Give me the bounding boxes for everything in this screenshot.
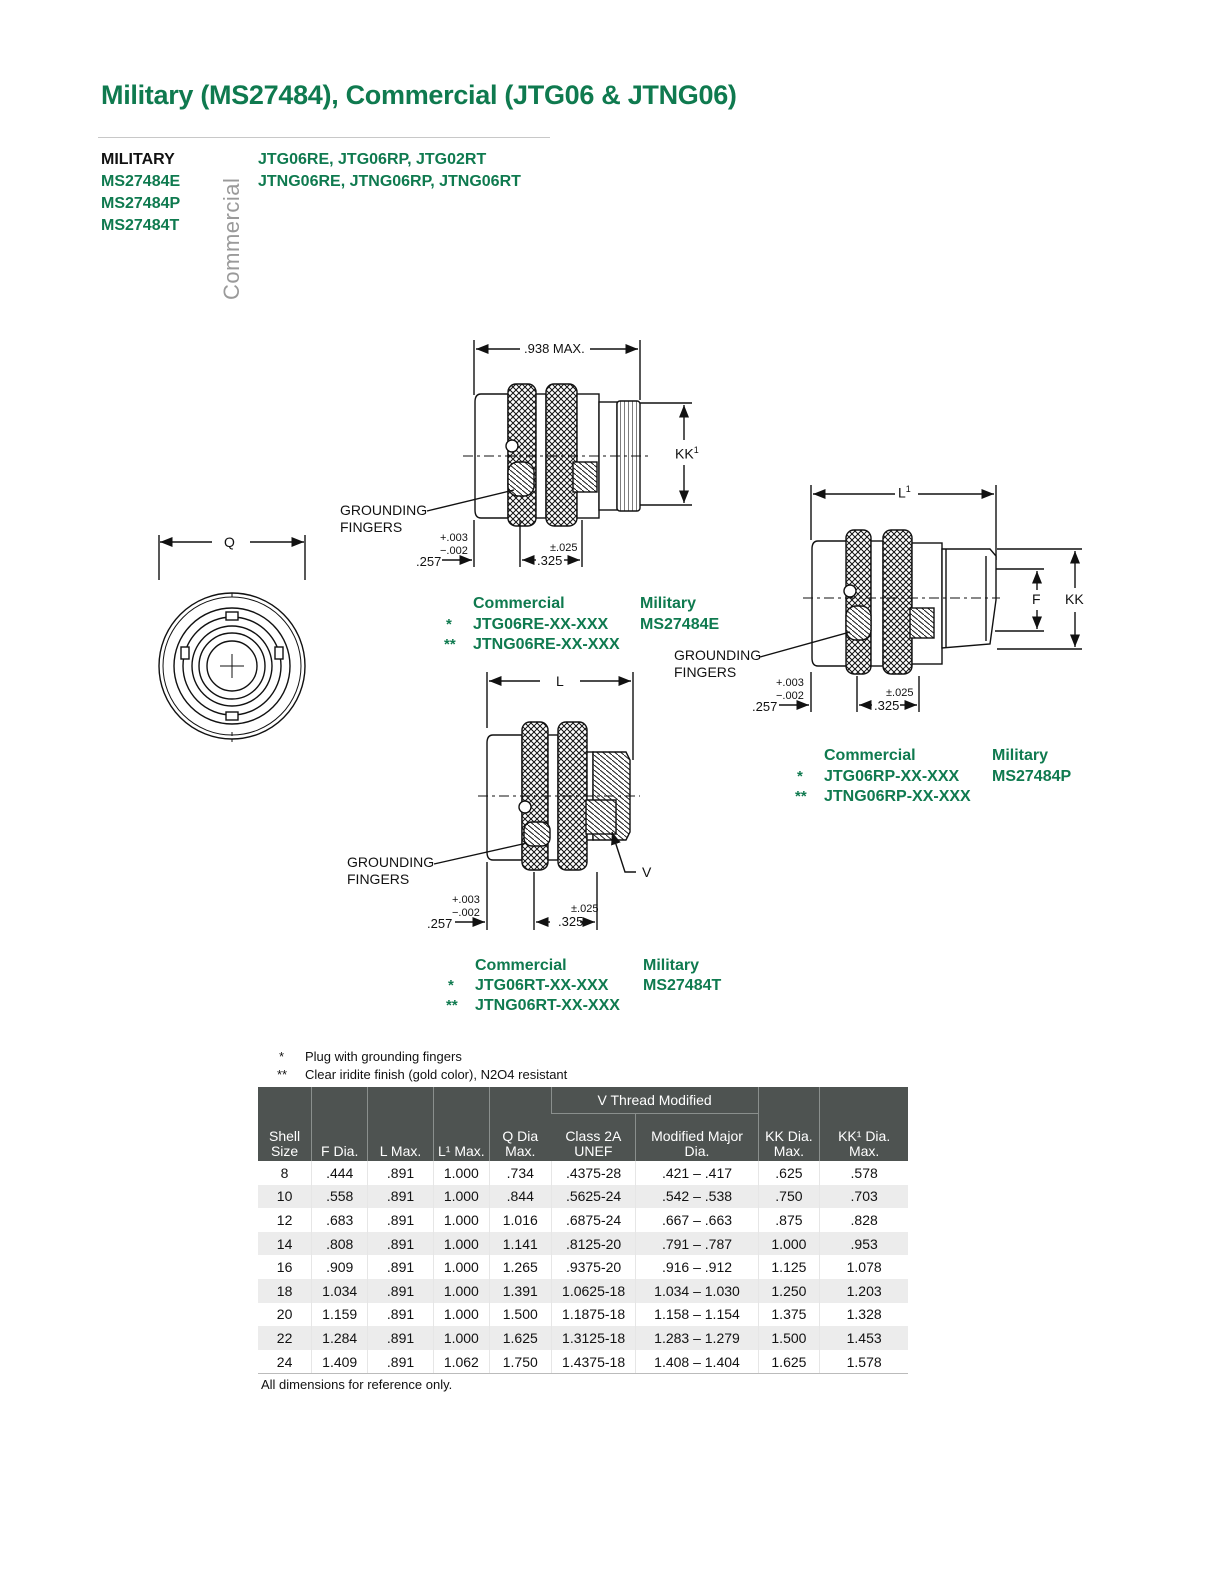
table-cell: .891: [368, 1208, 434, 1232]
col-l: L Max.: [368, 1087, 434, 1161]
rt-dim-257: .257: [427, 916, 453, 931]
front-view: [159, 535, 305, 742]
commercial-item: JTG06RE, JTG06RP, JTG02RT: [258, 151, 487, 168]
table-cell: 1.034: [312, 1279, 368, 1303]
rt-l-label: L: [556, 673, 564, 689]
rt-star2: **: [446, 997, 458, 1014]
rp-military-label: Military: [992, 747, 1049, 764]
page-title: Military (MS27484), Commercial (JTG06 & JTNG06): [101, 80, 737, 110]
table-cell: 1.265: [489, 1255, 551, 1279]
table-cell: .891: [368, 1161, 434, 1185]
commercial-item: JTNG06RE, JTNG06RP, JTNG06RT: [258, 173, 521, 190]
rt-tol-025: ±.025: [571, 903, 599, 915]
rp-mil-pn: MS27484P: [992, 768, 1072, 785]
table-row: [258, 1303, 908, 1327]
table-cell: .875: [758, 1208, 820, 1232]
col-group-v-thread: V Thread Modified: [551, 1087, 758, 1114]
table-cell: 12: [258, 1208, 312, 1232]
rt-fingers-label: FINGERS: [347, 871, 410, 887]
table-cell: 1.125: [758, 1255, 820, 1279]
rt-pn2: JTNG06RT-XX-XXX: [475, 997, 620, 1014]
military-label: MILITARY: [101, 151, 175, 168]
table-cell: 1.250: [758, 1279, 820, 1303]
col-modmajor: Modified Major Dia.: [636, 1114, 758, 1162]
table-cell: 1.409: [312, 1350, 368, 1374]
note-mark: **: [277, 1067, 288, 1082]
table-row: [258, 1232, 908, 1256]
table-cell: 1.391: [489, 1279, 551, 1303]
table-cell: .909: [312, 1255, 368, 1279]
table-cell: .891: [368, 1303, 434, 1327]
re-tol-minus: −.002: [440, 545, 468, 557]
commercial-vertical-label: Commercial: [219, 177, 244, 300]
table-cell: .891: [368, 1255, 434, 1279]
re-fingers-label: FINGERS: [340, 519, 403, 535]
table-cell: .891: [368, 1185, 434, 1209]
note-mark: *: [279, 1049, 285, 1064]
rp-pn1: JTG06RP-XX-XXX: [824, 768, 960, 785]
table-row: [258, 1161, 908, 1185]
table-cell: 1.453: [820, 1326, 908, 1350]
table-cell: .891: [368, 1232, 434, 1256]
table-cell: 1.284: [312, 1326, 368, 1350]
table-cell: 1.750: [489, 1350, 551, 1374]
table-cell: .828: [820, 1208, 908, 1232]
table-cell: 1.141: [489, 1232, 551, 1256]
table-cell: 1.283 – 1.279: [636, 1326, 758, 1350]
table-cell: .558: [312, 1185, 368, 1209]
military-item: MS27484P: [101, 195, 181, 212]
table-row: [258, 1185, 908, 1209]
rp-tol-minus: −.002: [776, 690, 804, 702]
table-cell: 1.078: [820, 1255, 908, 1279]
re-pn2: JTNG06RE-XX-XXX: [473, 636, 620, 653]
rt-tol-plus: +.003: [452, 894, 480, 906]
table-cell: 8: [258, 1161, 312, 1185]
table-cell: .542 – .538: [636, 1185, 758, 1209]
rt-grounding-label: GROUNDING: [347, 854, 435, 870]
table-row: [258, 1255, 908, 1279]
table-row: [258, 1208, 908, 1232]
rp-tol-plus: +.003: [776, 677, 804, 689]
col-f: F Dia.: [312, 1087, 368, 1161]
table-cell: .8125-20: [551, 1232, 636, 1256]
table-cell: 1.000: [758, 1232, 820, 1256]
table-cell: 1.000: [433, 1208, 489, 1232]
table-cell: 1.4375-18: [551, 1350, 636, 1374]
table-cell: 1.000: [433, 1279, 489, 1303]
table-cell: .5625-24: [551, 1185, 636, 1209]
table-cell: 1.062: [433, 1350, 489, 1374]
table-cell: 1.000: [433, 1185, 489, 1209]
table-cell: .703: [820, 1185, 908, 1209]
table-cell: 1.500: [758, 1326, 820, 1350]
table-cell: .9375-20: [551, 1255, 636, 1279]
table-cell: .791 – .787: [636, 1232, 758, 1256]
re-pn1: JTG06RE-XX-XXX: [473, 616, 609, 633]
table-cell: 14: [258, 1232, 312, 1256]
re-dim-257: .257: [416, 554, 442, 569]
table-cell: 10: [258, 1185, 312, 1209]
rp-commercial-label: Commercial: [824, 747, 916, 764]
table-cell: 1.000: [433, 1232, 489, 1256]
col-class2a: Class 2A UNEF: [551, 1114, 636, 1162]
rp-kk-label: KK: [1065, 591, 1084, 607]
table-cell: .891: [368, 1350, 434, 1374]
re-kk-label: $KK^1$: [675, 445, 699, 462]
re-grounding-label: GROUNDING: [340, 502, 428, 518]
col-shell: Shell Size: [258, 1087, 312, 1161]
re-commercial-label: Commercial: [473, 595, 565, 612]
col-q: Q Dia Max.: [489, 1087, 551, 1161]
table-cell: 1.328: [820, 1303, 908, 1327]
dimension-table: [258, 1087, 908, 1374]
rp-grounding-label: GROUNDING: [674, 647, 762, 663]
table-cell: .578: [820, 1161, 908, 1185]
table-cell: 1.203: [820, 1279, 908, 1303]
table-cell: 1.000: [433, 1161, 489, 1185]
table-cell: 1.625: [758, 1350, 820, 1374]
military-item: MS27484E: [101, 173, 181, 190]
re-star1: *: [446, 616, 452, 633]
table-cell: .891: [368, 1279, 434, 1303]
table-cell: 18: [258, 1279, 312, 1303]
table-cell: 24: [258, 1350, 312, 1374]
rt-tol-minus: −.002: [452, 907, 480, 919]
rp-dim-325: .325: [874, 698, 900, 713]
table-cell: 1.158 – 1.154: [636, 1303, 758, 1327]
footnote: All dimensions for reference only.: [261, 1377, 453, 1392]
table-cell: 1.375: [758, 1303, 820, 1327]
table-cell: 1.000: [433, 1255, 489, 1279]
table-cell: .6875-24: [551, 1208, 636, 1232]
table-cell: .667 – .663: [636, 1208, 758, 1232]
table-cell: 1.000: [433, 1326, 489, 1350]
rt-drawing: [434, 672, 640, 930]
table-cell: .4375-28: [551, 1161, 636, 1185]
table-row: [258, 1279, 908, 1303]
re-star2: **: [444, 636, 456, 653]
table-cell: .421 – .417: [636, 1161, 758, 1185]
re-overall-dim: .938 MAX.: [524, 341, 585, 356]
table-cell: .750: [758, 1185, 820, 1209]
rt-dim-325: .325: [558, 914, 584, 929]
rp-dim-257: .257: [752, 699, 778, 714]
table-cell: .625: [758, 1161, 820, 1185]
rp-fingers-label: FINGERS: [674, 664, 737, 680]
re-military-label: Military: [640, 595, 697, 612]
table-row: [258, 1350, 908, 1374]
rt-pn1: JTG06RT-XX-XXX: [475, 977, 609, 994]
table-cell: .916 – .912: [636, 1255, 758, 1279]
table-cell: 1.500: [489, 1303, 551, 1327]
table-cell: 1.034 – 1.030: [636, 1279, 758, 1303]
table-cell: .683: [312, 1208, 368, 1232]
table-cell: .734: [489, 1161, 551, 1185]
table-body: [258, 1161, 908, 1374]
table-cell: 1.000: [433, 1303, 489, 1327]
note-text: Clear iridite finish (gold color), N2O4 resistant: [305, 1067, 568, 1082]
rt-military-label: Military: [643, 957, 700, 974]
re-tol-plus: +.003: [440, 532, 468, 544]
table-cell: 1.0625-18: [551, 1279, 636, 1303]
rp-star2: **: [795, 788, 807, 805]
re-tol-025: ±.025: [550, 542, 578, 554]
table-cell: 1.016: [489, 1208, 551, 1232]
col-kk1: KK¹ Dia. Max.: [820, 1087, 908, 1161]
table-cell: 22: [258, 1326, 312, 1350]
military-item: MS27484T: [101, 217, 180, 234]
rp-l-label: $L^1$: [898, 484, 911, 501]
note-text: Plug with grounding fingers: [305, 1049, 462, 1064]
table-cell: 1.1875-18: [551, 1303, 636, 1327]
rp-pn2: JTNG06RP-XX-XXX: [824, 788, 971, 805]
rp-star1: *: [797, 768, 803, 785]
table-cell: 16: [258, 1255, 312, 1279]
table-cell: 1.408 – 1.404: [636, 1350, 758, 1374]
table-cell: 1.578: [820, 1350, 908, 1374]
rp-f-label: F: [1032, 591, 1041, 607]
re-mil-pn: MS27484E: [640, 616, 720, 633]
rt-star1: *: [448, 977, 454, 994]
col-kk: KK Dia. Max.: [758, 1087, 820, 1161]
rt-commercial-label: Commercial: [475, 957, 567, 974]
rp-tol-025: ±.025: [886, 687, 914, 699]
dim-q-label: Q: [224, 534, 235, 550]
re-dim-325: .325: [537, 553, 563, 568]
table-row: [258, 1326, 908, 1350]
table-cell: .844: [489, 1185, 551, 1209]
table-cell: .444: [312, 1161, 368, 1185]
rt-mil-pn: MS27484T: [643, 977, 722, 994]
table-cell: 20: [258, 1303, 312, 1327]
table-cell: 1.625: [489, 1326, 551, 1350]
table-cell: .891: [368, 1326, 434, 1350]
table-cell: 1.3125-18: [551, 1326, 636, 1350]
rt-v-label: V: [642, 864, 652, 880]
table-cell: .808: [312, 1232, 368, 1256]
table-cell: .953: [820, 1232, 908, 1256]
col-l1: L¹ Max.: [433, 1087, 489, 1161]
table-cell: 1.159: [312, 1303, 368, 1327]
